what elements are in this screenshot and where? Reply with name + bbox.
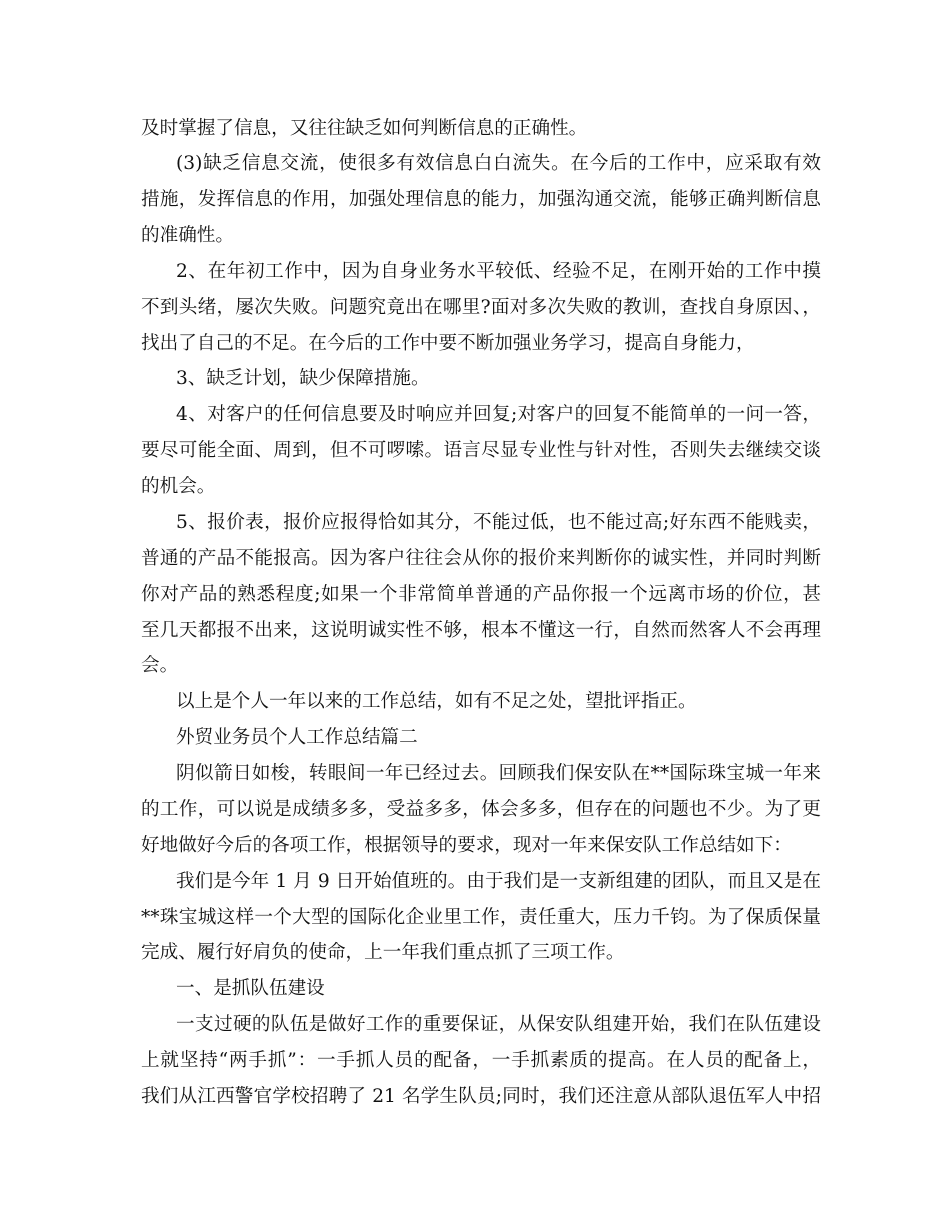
text-line: 至几天都报不出来，这说明诚实性不够，根本不懂这一行，自然而然客人不会再理 <box>141 620 821 641</box>
text-line: 的工作，可以说是成绩多多，受益多多，体会多多，但存在的问题也不少。为了更 <box>141 799 821 820</box>
text-line: 你对产品的熟悉程度;如果一个非常简单普通的产品你报一个远离市场的价位，甚 <box>141 584 821 605</box>
section-heading: 外贸业务员个人工作总结篇二 <box>176 727 418 748</box>
section-heading: 一、是抓队伍建设 <box>176 978 325 999</box>
text-line: 找出了自己的不足。在今后的工作中要不断加强业务学习，提高自身能力， <box>141 333 755 354</box>
text-line: 措施，发挥信息的作用，加强处理信息的能力，加强沟通交流，能够正确判断信息 <box>141 189 821 210</box>
text-line: 我们是今年 1 月 9 日开始值班的。由于我们是一支新组建的团队，而且又是在 <box>176 871 821 892</box>
text-line: **珠宝城这样一个大型的国际化企业里工作，责任重大，压力千钧。为了保质保量 <box>141 907 821 928</box>
text-line: 2、在年初工作中，因为自身业务水平较低、经验不足，在刚开始的工作中摸 <box>176 261 821 282</box>
text-line: 要尽可能全面、周到，但不可啰嗦。语言尽显专业性与针对性，否则失去继续交谈 <box>141 440 821 461</box>
text-line: 4、对客户的任何信息要及时响应并回复;对客户的回复不能简单的一问一答， <box>176 404 821 425</box>
text-line: 3、缺乏计划，缺少保障措施。 <box>176 368 430 389</box>
text-line: 好地做好今后的各项工作，根据领导的要求，现对一年来保安队工作总结如下： <box>141 835 792 856</box>
text-line: 完成、履行好肩负的使命，上一年我们重点抓了三项工作。 <box>141 942 625 963</box>
text-line: 以上是个人一年以来的工作总结，如有不足之处，望批评指正。 <box>176 691 697 712</box>
text-line: 的准确性。 <box>141 225 234 246</box>
text-line: 普通的产品不能报高。因为客户往往会从你的报价来判断你的诚实性，并同时判断 <box>141 548 821 569</box>
text-line: 阴似箭日如梭，转眼间一年已经过去。回顾我们保安队在**国际珠宝城一年来 <box>176 763 821 784</box>
text-line: 会。 <box>141 655 179 676</box>
text-line: 一支过硬的队伍是做好工作的重要保证，从保安队组建开始，我们在队伍建设 <box>176 1014 821 1035</box>
text-line: 及时掌握了信息，又往往缺乏如何判断信息的正确性。 <box>141 118 588 139</box>
text-line: 我们从江西警官学校招聘了 21 名学生队员;同时，我们还注意从部队退伍军人中招 <box>141 1086 821 1107</box>
text-line: (3)缺乏信息交流，使很多有效信息白白流失。在今后的工作中，应采取有效 <box>176 153 821 174</box>
text-line: 上就坚持“两手抓”：一手抓人员的配备，一手抓素质的提高。在人员的配备上， <box>141 1050 821 1071</box>
text-line: 的机会。 <box>141 476 216 497</box>
text-line: 不到头绪，屡次失败。问题究竟出在哪里?面对多次失败的教训，查找自身原因、， <box>141 297 821 318</box>
text-line: 5、报价表，报价应报得恰如其分，不能过低，也不能过高;好东西不能贱卖， <box>176 512 821 533</box>
